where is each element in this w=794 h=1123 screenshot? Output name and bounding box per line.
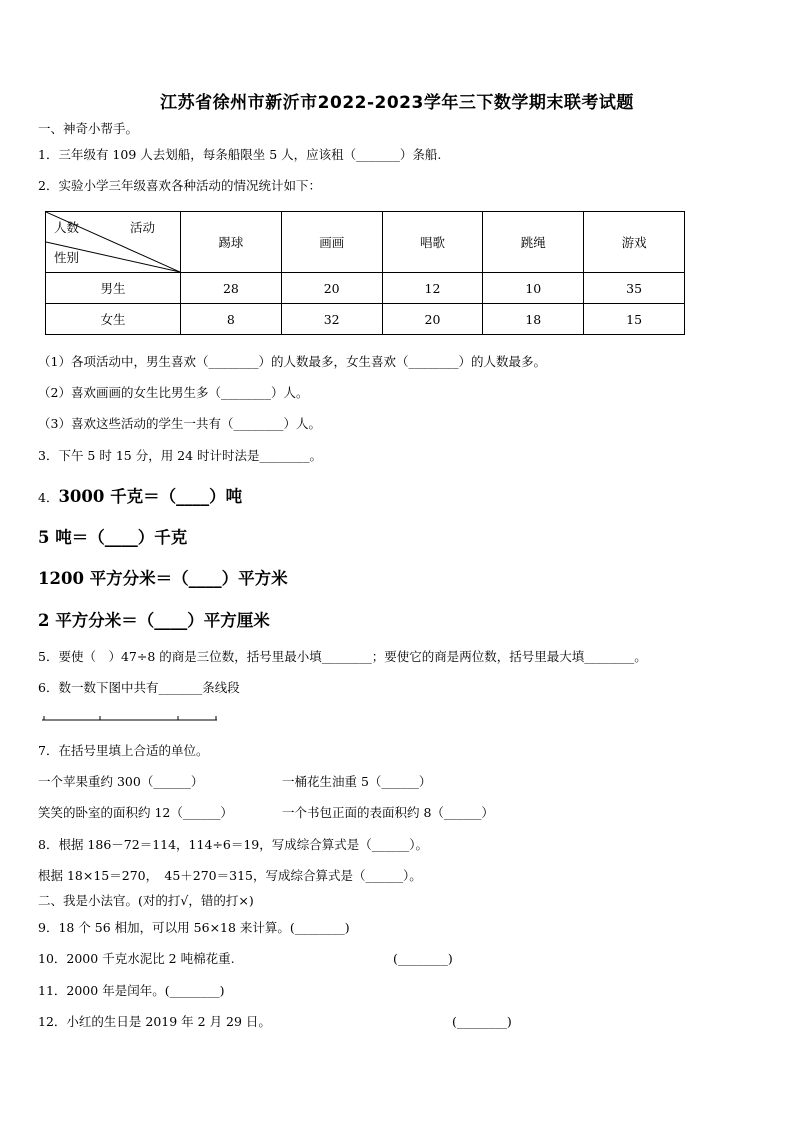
question-9: 9．18 个 56 相加，可以用 56×18 来计算。(________) (38, 920, 350, 935)
corner-label-activity: 活动 (130, 220, 156, 235)
section-heading-2: 二、我是小法官。(对的打√，错的打×) (38, 893, 254, 908)
table-row (46, 304, 685, 335)
table-cell: 15 (584, 304, 685, 335)
header-cell: 踢球 (181, 212, 282, 273)
row-label: 女生 (46, 304, 181, 335)
row-label: 男生 (46, 273, 181, 304)
question-8a: 8．根据 186－72＝114，114÷6＝19，写成综合算式是（______）。 (38, 837, 428, 852)
question-2-1: （1）各项活动中，男生喜欢（________）的人数最多，女生喜欢（________）的人数最多。 (38, 354, 546, 369)
question-10: 10．2000 千克水泥比 2 吨棉花重. (38, 951, 235, 966)
question-7a: 一个苹果重约 300（______） (38, 774, 204, 789)
question-10-answer-blank: (________) (393, 951, 453, 966)
question-7d: 一个书包正面的表面积约 8（______） (282, 805, 494, 820)
page-title: 江苏省徐州市新沂市2022-2023学年三下数学期末联考试题 (160, 93, 634, 113)
table-cell: 10 (483, 273, 584, 304)
question-7c: 笑笑的卧室的面积约 12（______） (38, 805, 233, 820)
table-cell: 12 (382, 273, 483, 304)
corner-label-count: 人数 (54, 220, 80, 235)
question-7b: 一桶花生油重 5（______） (282, 774, 432, 789)
table-cell: 18 (483, 304, 584, 335)
question-5: 5．要使（ ）47÷8 的商是三位数，括号里最小填________；要使它的商是两位数，括号里最大填________。 (38, 649, 647, 664)
question-3: 3．下午 5 时 15 分，用 24 时计时法是________。 (38, 448, 323, 463)
question-2-2: （2）喜欢画画的女生比男生多（________）人。 (38, 385, 309, 400)
table-cell: 32 (281, 304, 382, 335)
table-cell: 28 (181, 273, 282, 304)
line-segment-figure (42, 714, 217, 722)
header-cell: 唱歌 (382, 212, 483, 273)
question-2-3: （3）喜欢这些活动的学生一共有（________）人。 (38, 416, 321, 431)
question-11: 11．2000 年是闰年。(________) (38, 983, 225, 998)
header-cell: 画画 (281, 212, 382, 273)
question-6: 6．数一数下图中共有_______条线段 (38, 680, 240, 695)
question-8b: 根据 18×15＝270， 45＋270＝315，写成综合算式是（______）。 (38, 868, 422, 883)
question-7: 7．在括号里填上合适的单位。 (38, 743, 209, 758)
table-cell: 35 (584, 273, 685, 304)
activity-stats-table (45, 211, 685, 335)
question-4c: 1200 平方分米＝（____）平方米 (38, 569, 288, 588)
question-4a-text: 3000 千克＝（____）吨 (58, 487, 243, 506)
corner-label-gender: 性别 (54, 250, 80, 265)
section-heading-1: 一、神奇小帮手。 (38, 121, 139, 136)
table-cell: 8 (181, 304, 282, 335)
question-1: 1．三年级有 109 人去划船，每条船限坐 5 人，应该租（_______）条船. (38, 147, 442, 162)
table-row (46, 273, 685, 304)
question-4d: 2 平方分米＝（____）平方厘米 (38, 611, 270, 630)
question-4a (38, 487, 242, 507)
table-cell: 20 (382, 304, 483, 335)
question-12: 12．小红的生日是 2019 年 2 月 29 日。 (38, 1014, 271, 1029)
question-4-number: 4． (38, 490, 59, 505)
table-header-row (46, 212, 685, 273)
diagonal-header-cell (46, 212, 181, 273)
question-2: 2．实验小学三年级喜欢各种活动的情况统计如下： (38, 178, 321, 193)
table-cell: 20 (281, 273, 382, 304)
header-cell: 跳绳 (483, 212, 584, 273)
question-4b: 5 吨＝（____）千克 (38, 528, 188, 547)
header-cell: 游戏 (584, 212, 685, 273)
question-12-answer-blank: (________) (452, 1014, 512, 1029)
